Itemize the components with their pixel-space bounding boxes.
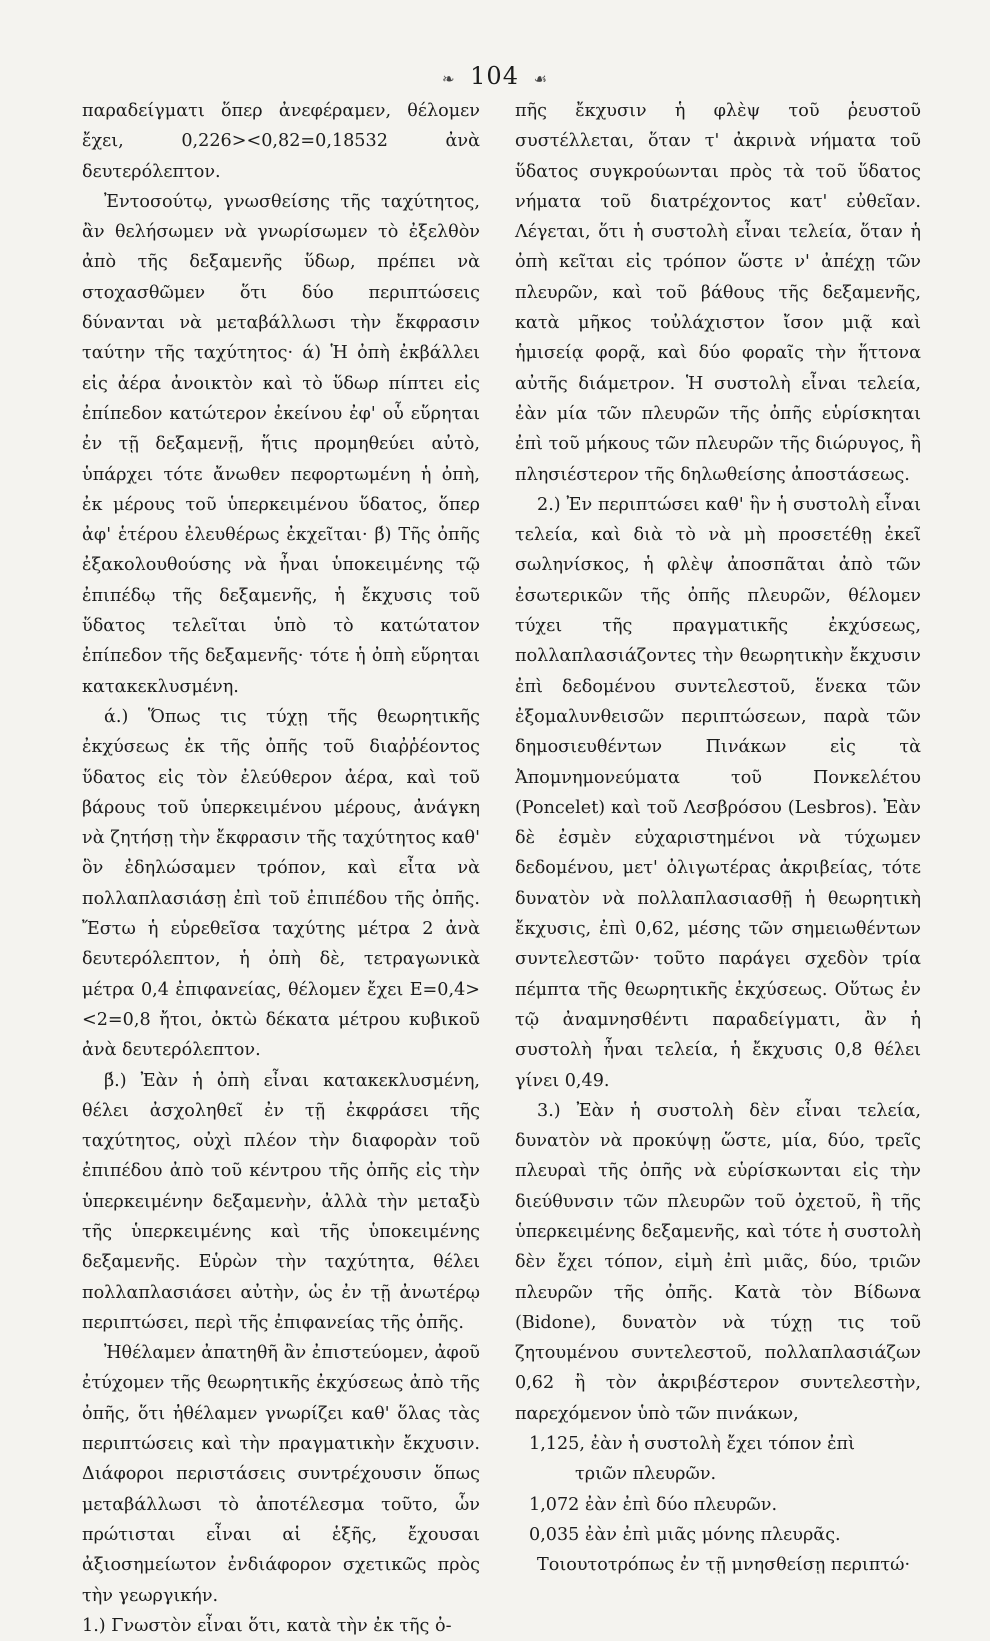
ornament-right-icon: ☙ bbox=[533, 70, 549, 88]
coefficient-text: ἐὰν ἐπὶ μιᾶς μόνης πλευρᾶς. bbox=[584, 1524, 841, 1545]
paragraph: 2.) Ἐν περιπτώσει καθ' ἣν ἡ συστολὴ εἶναι τελεία, καὶ διὰ τὸ νὰ μὴ προσετέθῃ ἐκεῖ σωληνίσκος, ἡ φλὲψ ἀποσπᾶται ἀπὸ τῶν ἐσωτερικῶν τῆς ὀπῆς πλευρῶν, θέλομεν τύχει τῆς πραγματικῆς ἐκχύσεως, πολλαπλασιάζοντες τὴν θεωρητικὴν ἔκχυσιν ἐπὶ δεδομένου συντελεστοῦ, ἕνεκα τῶν ἐξομαλυνθεισῶν περιπτώσεων, παρὰ τῶν δημοσιευθέντων Πινάκων εἰς τὰ Ἀπομνημονεύματα τοῦ Πονκελέτου (Poncelet) καὶ τοῦ Λεσβρόσου (Lesbros). Ἐὰν δὲ ἐσμὲν εὐχαριστημένοι νὰ τύχωμεν δεδομένου, μετ' ὀλιγωτέρας ἀκριβείας, τότε δυνατὸν νὰ πολλαπλασιασθῇ ἡ θεωρητικὴ ἔκχυσις, ἐπὶ 0,62, μέσης τῶν σημειωθέντων συντελεστῶν· τοῦτο παράγει σχεδὸν τρία πέμπτα τῆς θεωρητικῆς ἐκχύσεως. Οὕτως ἐν τῷ ἀναμνησθέντι παραδείγματι, ἂν ἡ συστολὴ ἦναι τελεία, ἡ ἔκχυσις 0,8 θέλει γίνει 0,49. bbox=[515, 494, 921, 1091]
coefficient-continuation: τριῶν πλευρῶν. bbox=[575, 1464, 717, 1485]
coefficient-text: ἐὰν ἐπὶ δύο πλευρῶν. bbox=[584, 1494, 778, 1515]
page-number: 104 bbox=[470, 62, 519, 90]
paragraph: Ἐντοσούτῳ, γνωσθείσης τῆς ταχύτητος, ἂν θελήσωμεν νὰ γνωρίσωμεν τὸ ἐξελθὸν ἀπὸ τῆς δεξαμενῆς ὕδωρ, πρέπει νὰ στοχασθῶμεν ὅτι δύο περιπτώσεις δύνανται νὰ μεταβάλλωσι τὴν ἔκφρασιν ταύτην τῆς ταχύτητος· ά) Ἡ ὀπὴ ἐκβάλλει εἰς ἀέρα ἀνοικτὸν καὶ τὸ ὕδωρ πίπτει εἰς ἐπίπεδον κατώτερον ἐκείνου ἐφ' οὗ εὕρηται ἐν τῇ δεξαμενῇ, ἥτις προμηθεύει αὐτὸ, ὑπάρχει τότε ἄνωθεν πεφορτωμένη ἡ ὀπὴ, ἐκ μέρους τοῦ ὑπερκειμένου ὕδατος, ὅπερ ἀφ' ἑτέρου ἐλευθέρως ἐκχεῖται· β́) Τῆς ὀπῆς ἐξακολουθούσης νὰ ἦναι ὑποκειμένης τῷ ἐπιπέδῳ τῆς δεξαμενῆς, ἡ ἔκχυσις τοῦ ὕδατος τελεῖται ὑπὸ τὸ κατώτατον ἐπίπεδον τῆς δεξαμενῆς· τότε ἡ ὀπὴ εὕρηται κατακεκλυσμένη. bbox=[82, 191, 480, 697]
paragraph: β́.) Ἐὰν ἡ ὀπὴ εἶναι κατακεκλυσμένη, θέλει ἀσχοληθεῖ ἐν τῇ ἐκφράσει τῆς ταχύτητος, οὐχὶ πλέον τὴν διαφορὰν τοῦ ἐπιπέδου ἀπὸ τοῦ κέντρου τῆς ὀπῆς εἰς τὴν ὑπερκειμένην δεξαμενὴν, ἀλλὰ τὴν μεταξὺ τῆς ὑπερκειμένης καὶ τῆς ὑποκειμένης δεξαμενῆς. Εὑρὼν τὴν ταχύτητα, θέλει πολλαπλασιάσει αὐτὴν, ὡς ἐν τῇ ἀνωτέρῳ περιπτώσει, περὶ τῆς ἐπιφανείας τῆς ὀπῆς. bbox=[82, 1070, 480, 1333]
coefficient-row bbox=[515, 1520, 921, 1550]
coefficient-value: 1,125, bbox=[529, 1434, 585, 1455]
coefficient-row bbox=[515, 1490, 921, 1520]
coefficient-value: 0,035 bbox=[529, 1524, 580, 1545]
coefficient-text: ἐὰν ἡ συστολὴ ἔχει τόπον ἐπὶ bbox=[590, 1434, 856, 1455]
ornament-left-icon: ❧ bbox=[441, 70, 456, 88]
paragraph: 3.) Ἐὰν ἡ συστολὴ δὲν εἶναι τελεία, δυνατὸν νὰ προκύψῃ ὥστε, μία, δύο, τρεῖς πλευραὶ τῆς ὀπῆς νὰ εὑρίσκωνται εἰς τὴν διεύθυνσιν τῶν πλευρῶν τοῦ ὀχετοῦ, ἢ τῆς ὑπερκειμένης δεξαμενῆς, καὶ τότε ἡ συστολὴ δὲν ἔχει τόπον, εἰμὴ ἐπὶ μιᾶς, δύο, τριῶν πλευρῶν τῆς ὀπῆς. Κατὰ τὸν Βίδωνα (Bidone), δυνατὸν νὰ τύχῃ τις τοῦ ζητουμένου συντελεστοῦ, πολλαπλασιάζων 0,62 ἢ τὸν ἀκριβέστερον συντελεστὴν, παρεχόμενον ὑπὸ τῶν πινάκων, bbox=[515, 1100, 921, 1424]
paragraph: 1.) Γνωστὸν εἶναι ὅτι, κατὰ τὴν ἐκ τῆς ὀ- bbox=[82, 1615, 452, 1636]
paragraph: πῆς ἔκχυσιν ἡ φλὲψ τοῦ ῥευστοῦ συστέλλεται, ὅταν τ' ἀκρινὰ νήματα τοῦ ὕδατος συγκρούωνται πρὸς τὰ τοῦ ὕδατος νήματα τοῦ διατρέχοντος κατ' εὐθεῖαν. Λέγεται, ὅτι ἡ συστολὴ εἶναι τελεία, ὅταν ἡ ὀπὴ κεῖται εἰς τρόπον ὥστε ν' ἀπέχῃ τῶν πλευρῶν, καὶ τοῦ βάθους τῆς δεξαμενῆς, κατὰ μῆκος τοὐλάχιστον ἴσον μιᾷ καὶ ἡμισείᾳ φορᾷ, καὶ δύο φοραῖς τὴν ἥττονα αὐτῆς διάμετρον. Ἡ συστολὴ εἶναι τελεία, ἐὰν μία τῶν πλευρῶν τῆς ὀπῆς εὑρίσκηται ἐπὶ τοῦ μήκους τῶν πλευρῶν τῆς διώρυγος, ἢ πλησιέστερον τῆς δηλωθείσης ἀποστάσεως. bbox=[515, 101, 921, 485]
left-column bbox=[82, 96, 480, 1641]
paragraph: παραδείγματι ὅπερ ἀνεφέραμεν, θέλομεν ἔχει, 0,226><0,82=0,18532 ἀνὰ δευτερόλεπτον. bbox=[82, 101, 480, 182]
page-header bbox=[0, 62, 990, 90]
paragraph: ά.) Ὅπως τις τύχῃ τῆς θεωρητικῆς ἐκχύσεως ἐκ τῆς ὀπῆς τοῦ διαῤῥέοντος ὕδατος εἰς τὸν ἐλεύθερον ἀέρα, καὶ τοῦ βάρους τοῦ ὑπερκειμένου μέρους, ἀνάγκη νὰ ζητήσῃ τὴν ἔκφρασιν τῆς ταχύτητος καθ' ὃν ἐδηλώσαμεν τρόπον, καὶ εἶτα νὰ πολλαπλασιάσῃ ἐπὶ τοῦ ἐπιπέδου τῆς ὀπῆς. Ἔστω ἡ εὑρεθεῖσα ταχύτης μέτρα 2 ἀνὰ δευτερόλεπτον, ἡ ὀπὴ δὲ, τετραγωνικὰ μέτρα 0,4 ἐπιφανείας, θέλομεν ἔχει E=0,4><2=0,8 ἤτοι, ὀκτὼ δέκατα μέτρου κυβικοῦ ἀνὰ δευτερόλεπτον. bbox=[82, 706, 480, 1061]
paragraph: Ἠθέλαμεν ἀπατηθῆ ἂν ἐπιστεύομεν, ἀφοῦ ἐτύχομεν τῆς θεωρητικῆς ἐκχύσεως ἀπὸ τῆς ὀπῆς, ὅτι ἠθέλαμεν γνωρίζει καθ' ὅλας τὰς περιπτώσεις καὶ τὴν πραγματικὴν ἔκχυσιν. Διάφοροι περιστάσεις συντρέχουσιν ὅπως μεταβάλλωσι τὸ ἀποτέλεσμα τοῦτο, ὧν πρώτισται εἶναι αἱ ἑξῆς, ἔχουσαι ἀξιοσημείωτον ἐνδιάφορον σχετικῶς πρὸς τὴν γεωργικήν. bbox=[82, 1343, 480, 1606]
coefficient-row bbox=[515, 1429, 921, 1459]
right-column bbox=[515, 96, 921, 1581]
coefficient-value: 1,072 bbox=[529, 1494, 580, 1515]
closing-line: Τοιουτοτρόπως ἐν τῇ μνησθείσῃ περιπτώ· bbox=[537, 1555, 911, 1576]
